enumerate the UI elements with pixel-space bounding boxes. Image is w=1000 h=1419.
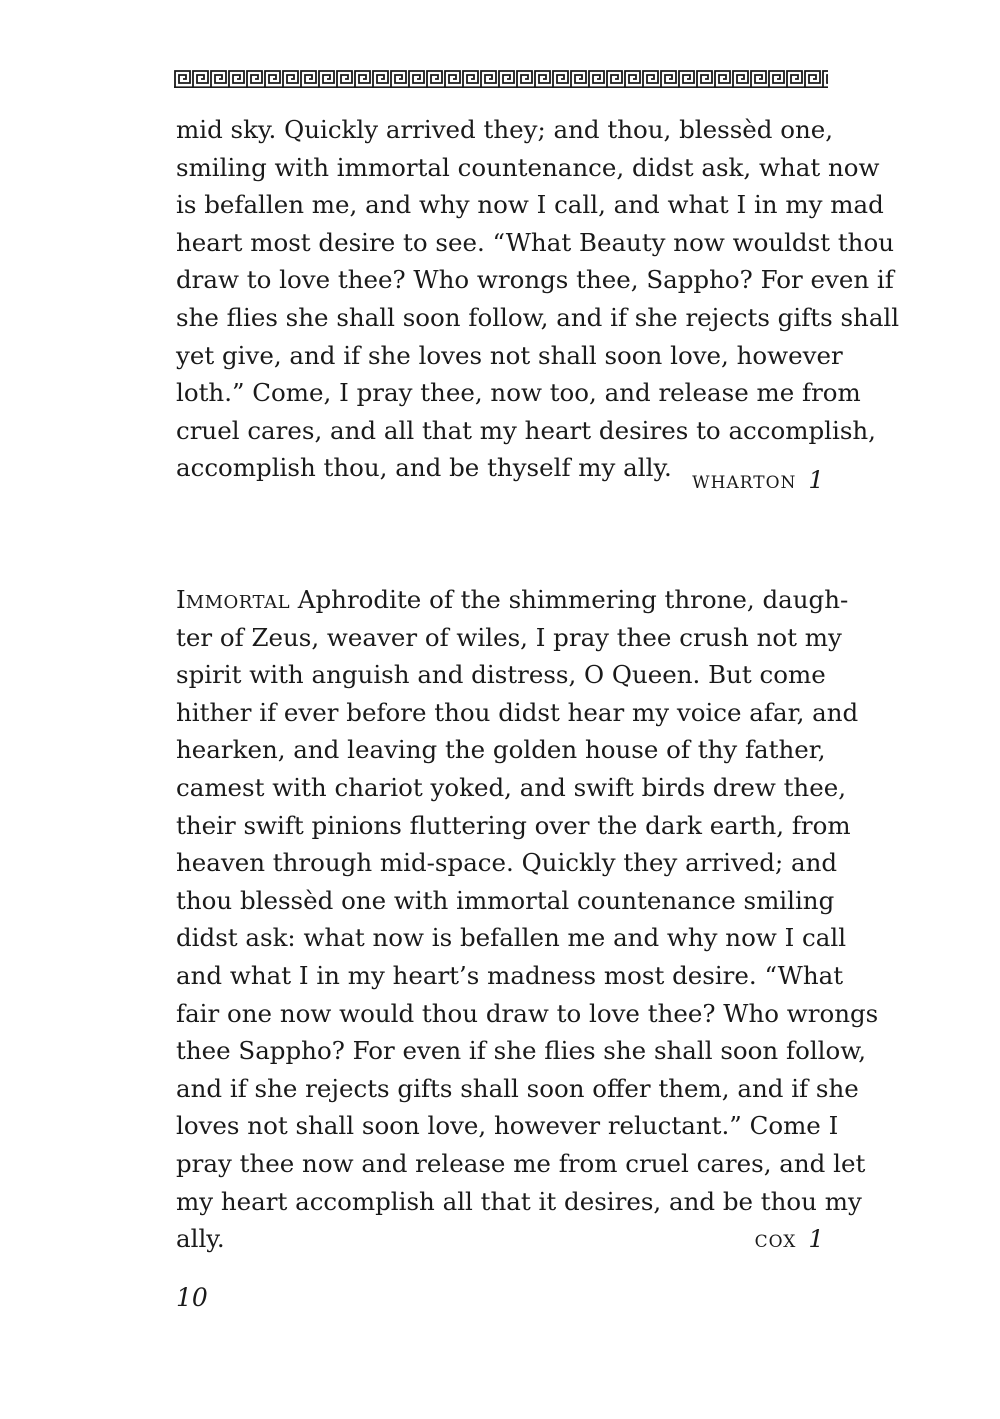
lead-capital: I: [176, 585, 186, 614]
text-line: loves not shall soon love, however reluctant.” Come I: [176, 1111, 839, 1141]
text-line: pray thee now and release me from cruel cares, and let: [176, 1148, 866, 1178]
text-line: camest with chariot yoked, and swift birds drew thee,: [176, 772, 846, 802]
text-line: draw to love thee? Who wrongs thee, Sappho? For even if: [176, 265, 894, 295]
text-line: my heart accomplish all that it desires, and be thou my: [176, 1186, 862, 1216]
text-line: spirit with anguish and distress, O Queen. But come: [176, 660, 826, 690]
text-line: fair one now would thou draw to love thee? Who wrongs: [176, 998, 879, 1028]
text-line: their swift pinions fluttering over the dark earth, from: [176, 810, 851, 840]
text-line: loth.” Come, I pray thee, now too, and release me from: [176, 378, 861, 408]
text-line: and if she rejects gifts shall soon offer them, and if she: [176, 1073, 859, 1103]
text-line: thee Sappho? For even if she flies she shall soon follow,: [176, 1036, 867, 1066]
attribution-name: COX: [754, 1232, 797, 1253]
text-line-last: [176, 1220, 824, 1258]
text-line: mid sky. Quickly arrived they; and thou, blessèd one,: [176, 115, 834, 144]
text-line: cruel cares, and all that my heart desires to accomplish,: [176, 415, 876, 445]
attribution-wharton: [692, 461, 824, 503]
page-number: 10: [176, 1283, 208, 1312]
text-line: yet give, and if she loves not shall soon love, however: [176, 340, 843, 370]
text-line: thou blessèd one with immortal countenance smiling: [176, 885, 835, 915]
text-line: accomplish thou, and be thyself my ally.: [176, 453, 672, 483]
text-line-last: [176, 449, 824, 495]
text-line: hearken, and leaving the golden house of thy father,: [176, 735, 826, 765]
attribution-number: 1: [808, 465, 824, 495]
text-line: heart most desire to see. “What Beauty now wouldst thou: [176, 227, 894, 257]
text-line: ter of Zeus, weaver of wiles, I pray thee crush not my: [176, 622, 842, 652]
text-line: heaven through mid-space. Quickly they arrived; and: [176, 848, 838, 878]
attribution-number: 1: [808, 1224, 824, 1254]
text-line: ally.: [176, 1224, 225, 1254]
small-caps-lead: MMORTAL: [185, 592, 291, 613]
cox-passage: [176, 581, 879, 1258]
attribution-cox: [755, 1220, 824, 1262]
text-line: she flies she shall soon follow, and if she rejects gifts shall: [176, 302, 900, 332]
text-line: and what I in my heart’s madness most desire. “What: [176, 960, 844, 990]
text-line: didst ask: what now is befallen me and why now I call: [176, 923, 847, 953]
text-line: hither if ever before thou didst hear my voice afar, and: [176, 697, 859, 727]
text-line: smiling with immortal countenance, didst ask, what now: [176, 152, 880, 182]
wharton-passage: [176, 111, 900, 495]
greek-key-border-icon: [174, 70, 828, 88]
first-line-text: Aphrodite of the shimmering throne, daugh-: [290, 585, 849, 614]
text-line: is befallen me, and why now I call, and what I in my mad: [176, 190, 884, 220]
text-line-first: [176, 581, 849, 619]
attribution-name: WHARTON: [692, 473, 797, 494]
